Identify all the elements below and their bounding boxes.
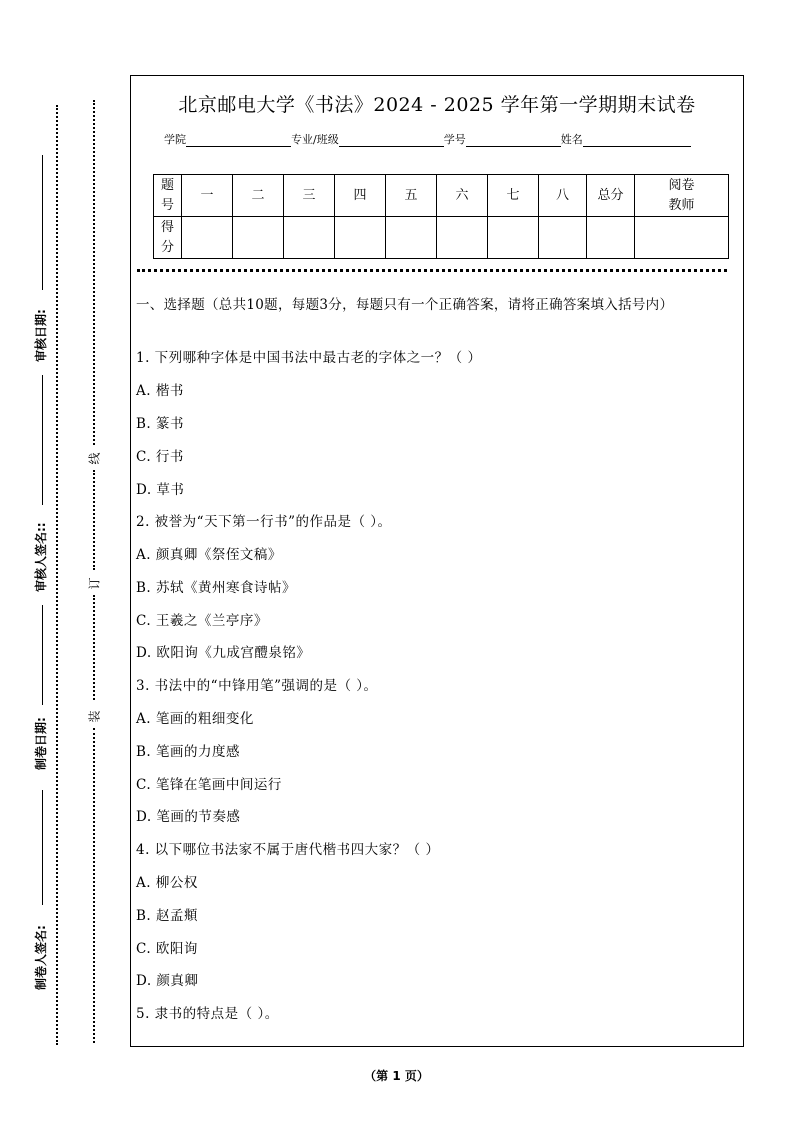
student-info-line	[164, 131, 691, 147]
score-cell[interactable]	[182, 217, 233, 259]
option: C. 王羲之《兰亭序》	[136, 613, 268, 629]
option: C. 笔锋在笔画中间运行	[136, 777, 282, 793]
section-divider	[137, 269, 727, 272]
option: B. 笔画的力度感	[136, 744, 241, 760]
option: A. 柳公权	[136, 875, 198, 891]
score-cell[interactable]	[437, 217, 488, 259]
question-stem: 5. 隶书的特点是（ ）。	[136, 1006, 279, 1022]
option: B. 苏轼《黄州寒食诗帖》	[136, 580, 297, 596]
binding-label-line: 线	[87, 452, 102, 465]
exam-frame	[130, 75, 744, 1047]
col-2: 二	[233, 175, 284, 217]
score-cell[interactable]	[233, 217, 284, 259]
name-field[interactable]	[583, 134, 691, 147]
option: D. 颜真卿	[136, 973, 199, 989]
score-cell[interactable]	[284, 217, 335, 259]
college-label: 学院	[164, 133, 186, 146]
maker-date-line	[42, 605, 43, 705]
score-table-header-row	[154, 175, 729, 217]
page-title: 北京邮电大学《书法》2024 - 2025 学年第一学期期末试卷	[178, 94, 696, 116]
reviewer-sign-line	[42, 375, 43, 505]
option: B. 篆书	[136, 416, 185, 432]
binding-dotted-line-mid1	[93, 470, 95, 570]
score-cell[interactable]	[488, 217, 539, 259]
binding-label-install: 装	[87, 710, 102, 723]
student-id-label: 学号	[443, 133, 466, 146]
col-1: 一	[182, 175, 233, 217]
college-field[interactable]	[186, 134, 291, 147]
page-footer: （第 1 页）	[364, 1069, 429, 1083]
option: D. 笔画的节奏感	[136, 809, 241, 825]
score-cell[interactable]	[335, 217, 386, 259]
col-8: 八	[539, 175, 587, 217]
col-reviewer: 阅卷教师	[635, 175, 729, 217]
question-stem: 1. 下列哪种字体是中国书法中最古老的字体之一？（ ）	[136, 350, 482, 366]
reviewer-sign-label: 审核人签名::	[34, 522, 48, 592]
score-cell[interactable]	[386, 217, 437, 259]
outer-dotted-line	[56, 105, 58, 1045]
col-5: 五	[386, 175, 437, 217]
row-label-score: 得分	[154, 217, 182, 259]
maker-date-label: 制卷日期:	[34, 717, 48, 770]
section-heading: 一、选择题（总共10题，每题3分，每题只有一个正确答案，请将正确答案填入括号内）	[136, 297, 674, 313]
score-cell-total[interactable]	[587, 217, 635, 259]
col-6: 六	[437, 175, 488, 217]
option: D. 草书	[136, 482, 185, 498]
question-stem: 3. 书法中的“中锋用笔”强调的是（ ）。	[136, 678, 378, 694]
binding-label-order: 订	[87, 577, 102, 590]
reviewer-date-line	[42, 155, 43, 290]
binding-dotted-line-bottom	[93, 728, 95, 1043]
col-7: 七	[488, 175, 539, 217]
option: D. 欧阳询《九成宫醴泉铭》	[136, 645, 311, 661]
question-stem: 4. 以下哪位书法家不属于唐代楷书四大家？（ ）	[136, 842, 440, 858]
student-id-field[interactable]	[466, 134, 561, 147]
question-stem: 2. 被誉为“天下第一行书”的作品是（ ）。	[136, 514, 392, 530]
row-label-question-no: 题号	[154, 175, 182, 217]
col-total: 总分	[587, 175, 635, 217]
score-cell[interactable]	[539, 217, 587, 259]
reviewer-date-label: 审核日期:	[34, 309, 48, 362]
maker-sign-label: 制卷人签名:	[34, 925, 48, 990]
score-table-score-row	[154, 217, 729, 259]
option: A. 楷书	[136, 383, 184, 399]
option: B. 赵孟頫	[136, 908, 199, 924]
col-3: 三	[284, 175, 335, 217]
score-cell-reviewer[interactable]	[635, 217, 729, 259]
option: A. 笔画的粗细变化	[136, 711, 254, 727]
major-label: 专业/班级	[291, 133, 339, 146]
option: C. 行书	[136, 449, 184, 465]
major-field[interactable]	[339, 134, 444, 147]
score-table	[153, 174, 729, 259]
binding-dotted-line-mid2	[93, 595, 95, 700]
col-4: 四	[335, 175, 386, 217]
binding-dotted-line-top	[93, 100, 95, 445]
option: A. 颜真卿《祭侄文稿》	[136, 547, 282, 563]
name-label: 姓名	[560, 133, 583, 146]
option: C. 欧阳询	[136, 941, 198, 957]
maker-sign-line	[42, 790, 43, 905]
